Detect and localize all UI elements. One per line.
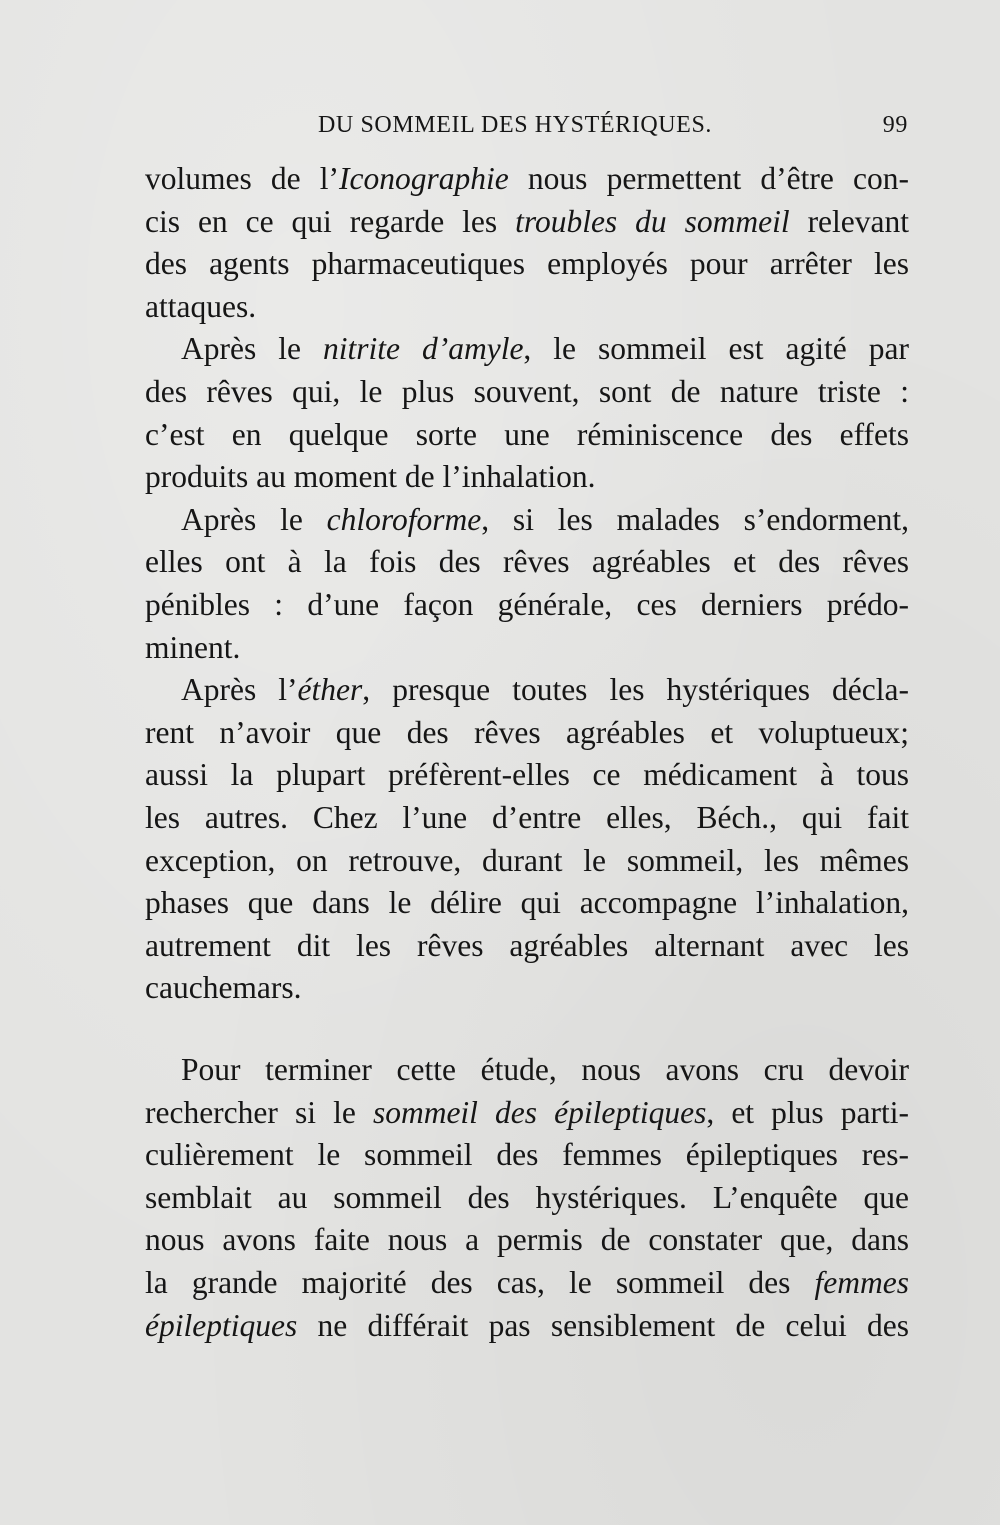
text-line: pénibles : d’une façon générale, ces derniers prédo- [145, 586, 909, 622]
text-run: nous permettent d’être con- [508, 161, 909, 196]
italic-text: Iconographie [339, 161, 509, 196]
running-title: DU SOMMEIL DES HYSTÉRIQUES. [318, 112, 712, 138]
page-number: 99 [882, 112, 908, 138]
text-line: elles ont à la fois des rêves agréables et des rêves [145, 544, 909, 580]
text-line: les autres. Chez l’une d’entre elles, Béch., qui fait [145, 799, 909, 835]
text-line [145, 201, 909, 244]
text-line [145, 158, 909, 201]
text-run: , et plus parti- [706, 1094, 909, 1130]
text-line: phases que dans le délire qui accompagne l’inhalation, [145, 885, 909, 921]
text-line [145, 1092, 909, 1135]
text-line: culièrement le sommeil des femmes épileptiques res- [145, 1137, 909, 1173]
italic-text: épileptiques [145, 1307, 298, 1343]
text-run: , si les malades s’endorment, [481, 501, 909, 537]
text-line [145, 1305, 909, 1348]
text-line [145, 1262, 909, 1305]
text-line: nous avons faite nous a permis de constater que, dans [145, 1222, 909, 1258]
text-line: attaques. [145, 288, 257, 324]
text-run: rechercher si le [145, 1094, 373, 1130]
italic-text: femmes [814, 1264, 909, 1300]
body-text-block-2 [145, 1049, 909, 1347]
text-run: la grande majorité des cas, le sommeil des [145, 1264, 815, 1300]
italic-text: nitrite d’amyle [322, 331, 524, 367]
text-run: ne différait pas sensiblement de celui des [297, 1307, 909, 1343]
text-line [145, 328, 909, 371]
text-run: Après le [181, 501, 327, 537]
text-run: Après le [181, 331, 323, 367]
text-line: des agents pharmaceutiques employés pour arrêter les [145, 246, 909, 282]
text-line: minent. [145, 629, 241, 665]
text-line: Pour terminer cette étude, nous avons cru devoir [181, 1052, 909, 1087]
text-run: volumes de l’ [145, 161, 340, 196]
italic-text: éther [297, 672, 363, 708]
body-text-block-1 [145, 158, 909, 1010]
text-line: c’est en quelque sorte une réminiscence des effets [145, 416, 909, 452]
text-run: , presque toutes les hystériques décla- [362, 672, 909, 708]
running-header [318, 112, 908, 146]
text-line: semblait au sommeil des hystériques. L’enquête que [145, 1179, 909, 1215]
text-line: aussi la plupart préfèrent-elles ce médicament à tous [145, 757, 909, 793]
text-line: produits au moment de l’inhalation. [145, 459, 596, 495]
text-line: des rêves qui, le plus souvent, sont de nature triste : [145, 373, 909, 409]
text-line: cauchemars. [145, 970, 302, 1006]
text-run: Après l’ [181, 672, 298, 708]
text-line [145, 669, 909, 712]
text-line: rent n’avoir que des rêves agréables et voluptueux; [145, 714, 909, 750]
text-line: autrement dit les rêves agréables alternant avec les [145, 927, 909, 963]
italic-text: chloroforme [326, 501, 482, 537]
italic-text: sommeil des épileptiques [372, 1094, 707, 1130]
text-line: exception, on retrouve, durant le sommeil, les mêmes [145, 842, 909, 878]
text-run: relevant [789, 203, 910, 239]
italic-text: troubles du sommeil [515, 203, 790, 239]
text-run: , le sommeil est agité par [523, 331, 909, 367]
text-line [145, 499, 909, 542]
text-run: cis en ce qui regarde les [145, 203, 516, 239]
